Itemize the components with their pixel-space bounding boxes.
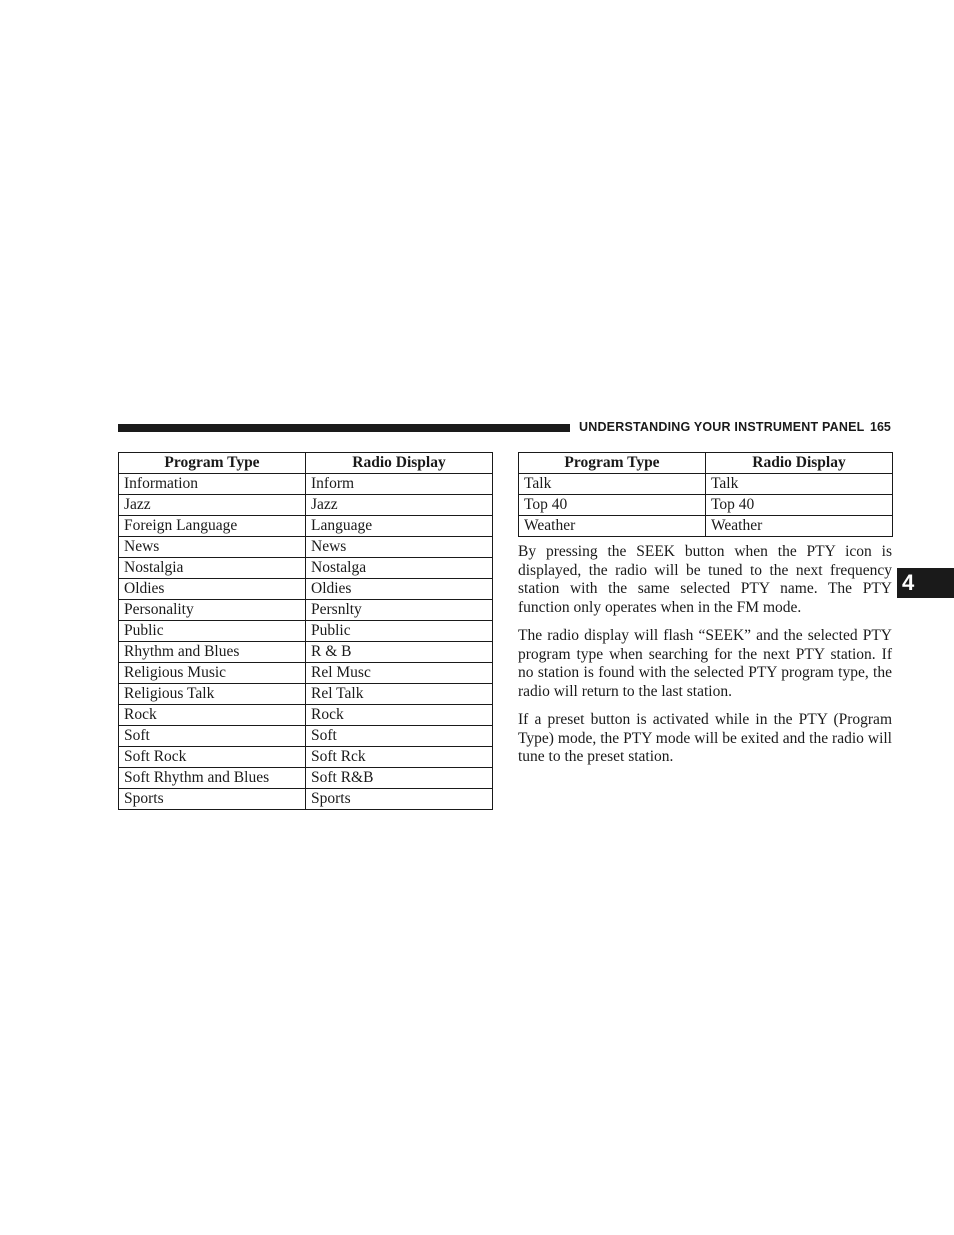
table-row: [119, 726, 493, 747]
column-header-radio-display: Radio Display: [706, 453, 893, 474]
radio-display-cell: Public: [306, 621, 493, 642]
radio-display-cell: R & B: [306, 642, 493, 663]
radio-display-cell: Jazz: [306, 495, 493, 516]
radio-display-cell: Language: [306, 516, 493, 537]
table-row: [519, 495, 893, 516]
program-type-cell: Weather: [519, 516, 706, 537]
program-type-cell: News: [119, 537, 306, 558]
program-type-cell: Talk: [519, 474, 706, 495]
program-type-cell: Foreign Language: [119, 516, 306, 537]
radio-display-cell: Oldies: [306, 579, 493, 600]
program-type-cell: Oldies: [119, 579, 306, 600]
program-type-cell: Religious Talk: [119, 684, 306, 705]
table-row: [119, 537, 493, 558]
program-type-cell: Information: [119, 474, 306, 495]
program-type-cell: Sports: [119, 789, 306, 810]
table-row: [119, 642, 493, 663]
table-row: [119, 768, 493, 789]
table-row: [119, 684, 493, 705]
table-row: [119, 621, 493, 642]
program-type-cell: Religious Music: [119, 663, 306, 684]
radio-display-cell: Soft R&B: [306, 768, 493, 789]
table-row: [119, 663, 493, 684]
table-row: [519, 516, 893, 537]
program-type-cell: Personality: [119, 600, 306, 621]
radio-display-cell: Weather: [706, 516, 893, 537]
program-type-cell: Jazz: [119, 495, 306, 516]
page-number: 165: [870, 420, 891, 434]
paragraph-seek-button: By pressing the SEEK button when the PTY icon is displayed, the radio will be tuned to the next frequency station with the same selected PTY name. The PTY function only operates when in the FM mode.: [518, 543, 892, 617]
table-row: [119, 558, 493, 579]
chapter-tab: 4: [897, 568, 954, 598]
program-type-cell: Soft Rhythm and Blues: [119, 768, 306, 789]
program-type-cell: Soft Rock: [119, 747, 306, 768]
table-row: [119, 705, 493, 726]
radio-display-cell: Rock: [306, 705, 493, 726]
table-row: [119, 579, 493, 600]
column-header-program-type: Program Type: [119, 453, 306, 474]
column-header-radio-display: Radio Display: [306, 453, 493, 474]
radio-display-cell: Top 40: [706, 495, 893, 516]
table-header-row: [519, 453, 893, 474]
table-header-row: [119, 453, 493, 474]
column-header-program-type: Program Type: [519, 453, 706, 474]
radio-display-cell: Rel Musc: [306, 663, 493, 684]
program-type-cell: Public: [119, 621, 306, 642]
program-type-cell: Nostalgia: [119, 558, 306, 579]
radio-display-cell: News: [306, 537, 493, 558]
table-row: [119, 747, 493, 768]
program-type-cell: Rhythm and Blues: [119, 642, 306, 663]
table-row: [119, 474, 493, 495]
program-type-cell: Top 40: [519, 495, 706, 516]
program-type-table-left: [118, 452, 493, 810]
program-type-cell: Rock: [119, 705, 306, 726]
radio-display-cell: Nostalga: [306, 558, 493, 579]
table-row: [519, 474, 893, 495]
radio-display-cell: Rel Talk: [306, 684, 493, 705]
header-rule: [118, 424, 570, 432]
radio-display-cell: Persnlty: [306, 600, 493, 621]
radio-display-cell: Inform: [306, 474, 493, 495]
table-row: [119, 600, 493, 621]
radio-display-cell: Talk: [706, 474, 893, 495]
radio-display-cell: Soft Rck: [306, 747, 493, 768]
table-row: [119, 516, 493, 537]
radio-display-cell: Soft: [306, 726, 493, 747]
radio-display-cell: Sports: [306, 789, 493, 810]
program-type-table-right: [518, 452, 893, 537]
paragraph-seek-flash: The radio display will flash “SEEK” and the selected PTY program type when searching for the next PTY station. If no station is found with the selected PTY program type, the radio will return to the last station.: [518, 627, 892, 701]
section-title: UNDERSTANDING YOUR INSTRUMENT PANEL: [579, 420, 865, 434]
paragraph-preset-button: If a preset button is activated while in the PTY (Program Type) mode, the PTY mode will be exited and the radio will tune to the preset station.: [518, 711, 892, 766]
table-row: [119, 495, 493, 516]
table-row: [119, 789, 493, 810]
program-type-cell: Soft: [119, 726, 306, 747]
